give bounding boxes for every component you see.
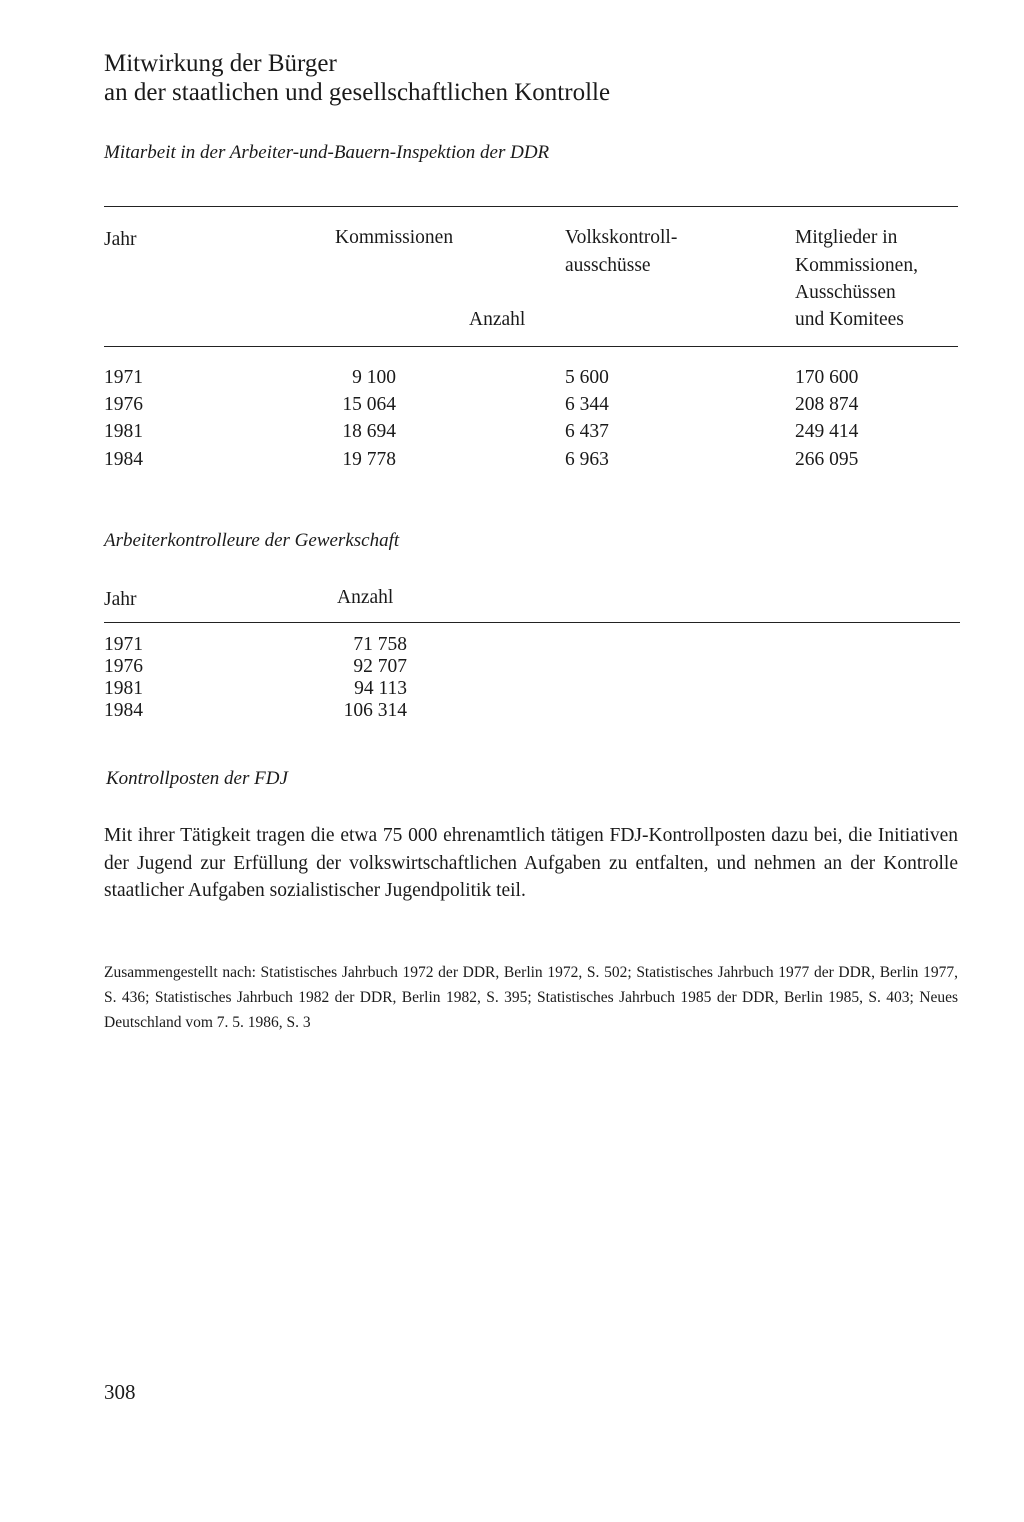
header-jahr: Jahr: [104, 589, 137, 610]
cell-anzahl: 92 707: [353, 656, 407, 677]
header-volkskontroll-line-1: Volkskontroll-: [565, 227, 678, 248]
section-title-fdj: Kontrollposten der FDJ: [106, 768, 288, 789]
cell-kommissionen: 9 100: [352, 367, 396, 388]
page-number: 308: [104, 1380, 136, 1404]
cell-ausschuesse: 6 344: [565, 394, 609, 415]
table-header-rule: [104, 346, 958, 347]
cell-ausschuesse: 5 600: [565, 367, 609, 388]
cell-jahr: 1976: [104, 656, 143, 677]
cell-jahr: 1984: [104, 449, 143, 470]
cell-ausschuesse: 6 437: [565, 421, 609, 442]
header-anzahl: Anzahl: [337, 587, 394, 608]
cell-anzahl: 94 113: [354, 678, 407, 699]
cell-jahr: 1984: [104, 700, 143, 721]
header-jahr: Jahr: [104, 229, 137, 250]
header-mitglieder-line-2: Kommissionen,: [795, 255, 918, 276]
cell-jahr: 1971: [104, 367, 143, 388]
cell-jahr: 1976: [104, 394, 143, 415]
cell-kommissionen: 18 694: [342, 421, 396, 442]
section-title-gewerkschaft: Arbeiterkontrolleure der Gewerkschaft: [104, 530, 400, 551]
cell-mitglieder: 266 095: [795, 449, 859, 470]
cell-kommissionen: 15 064: [342, 394, 396, 415]
header-mitglieder-line-1: Mitglieder in: [795, 227, 898, 248]
header-volkskontroll-line-2: ausschüsse: [565, 255, 651, 276]
header-mitglieder-line-4: und Komitees: [795, 309, 904, 330]
fdj-paragraph: Mit ihrer Tätigkeit tragen die etwa 75 000 ehrenamtlich tätigen FDJ-Kontrollposten dazu bei, die Initiativen der Jugend zur Erfüllung der volkswirtschaftlichen Aufgaben zu entfalten, und nehmen an der Kontrolle staatlicher Aufgaben sozialistischer Jugendpolitik teil.: [104, 825, 958, 901]
cell-mitglieder: 170 600: [795, 367, 859, 388]
source-note: Zusammengestellt nach: Statistisches Jahrbuch 1972 der DDR, Berlin 1972, S. 502; Statistisches Jahrbuch 1977 der DDR, Berlin 1977, S. 436; Statistisches Jahrbuch 1982 der DDR, Berlin 1982, S. 395; Statistisches Jahrbuch 1985 der DDR, Berlin 1985, S. 403; Neues Deutschland vom 7. 5. 1986, S. 3: [104, 964, 958, 1031]
table-top-rule: [104, 206, 958, 207]
cell-mitglieder: 208 874: [795, 394, 859, 415]
cell-kommissionen: 19 778: [342, 449, 396, 470]
cell-ausschuesse: 6 963: [565, 449, 609, 470]
cell-mitglieder: 249 414: [795, 421, 859, 442]
cell-jahr: 1971: [104, 634, 143, 655]
cell-anzahl: 106 314: [343, 700, 407, 721]
cell-jahr: 1981: [104, 421, 143, 442]
page-title-line-1: Mitwirkung der Bürger: [104, 50, 337, 77]
header-mitglieder-line-3: Ausschüssen: [795, 282, 896, 303]
page-title-line-2: an der staatlichen und gesellschaftlichen Kontrolle: [104, 79, 611, 106]
cell-jahr: 1981: [104, 678, 143, 699]
section-title-inspection: Mitarbeit in der Arbeiter-und-Bauern-Inspektion der DDR: [104, 142, 550, 163]
cell-anzahl: 71 758: [353, 634, 407, 655]
header-anzahl: Anzahl: [469, 309, 526, 330]
header-kommissionen: Kommissionen: [335, 227, 454, 248]
table-header-rule: [104, 622, 960, 623]
